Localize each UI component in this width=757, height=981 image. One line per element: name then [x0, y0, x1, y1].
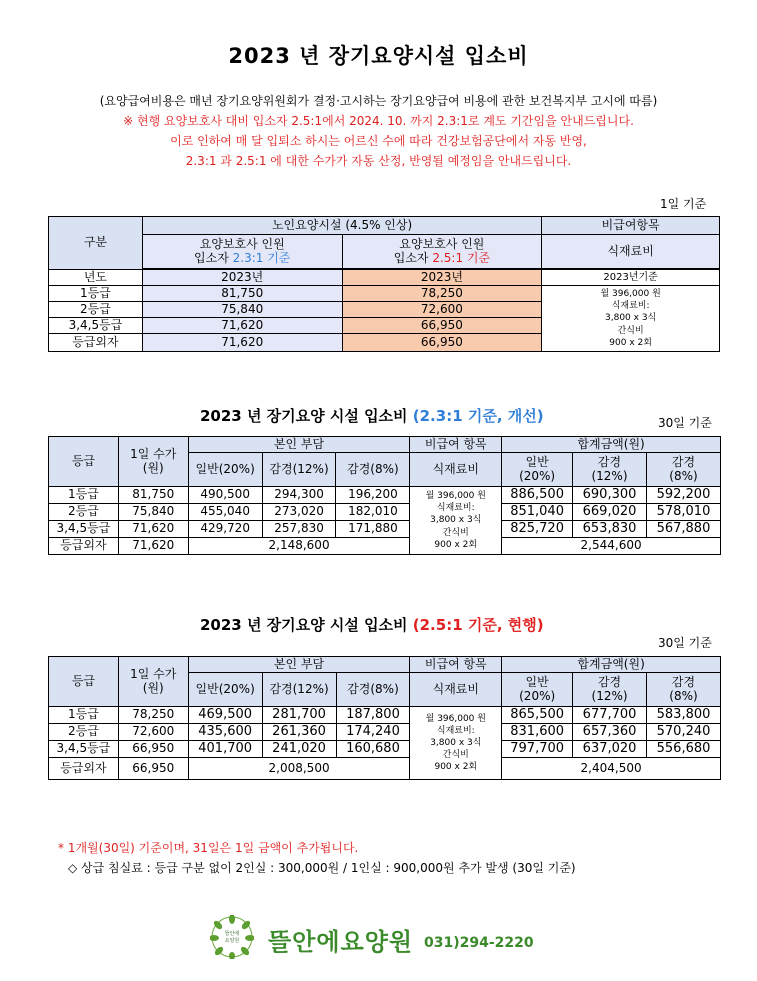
- daily-cell: 71,620: [118, 521, 188, 538]
- reduced-12-cell: 273,020: [262, 504, 336, 521]
- reduced-8-cell: 196,200: [336, 487, 410, 504]
- reduced-8-cell: 187,800: [336, 707, 410, 724]
- general-cell: 429,720: [188, 521, 262, 538]
- header-daily-label: 1일 수가: [130, 446, 177, 461]
- header-gubun: 구분: [49, 217, 143, 270]
- brand-name: 뜰안에요양원: [268, 927, 414, 956]
- total-reduced-12-cell: 669,020: [573, 504, 647, 521]
- total-general-cell: 825,720: [502, 521, 573, 538]
- header-daily-unit: (원): [142, 680, 164, 695]
- total-reduced-12-cell: 677,700: [573, 707, 647, 724]
- header-ratio-23: [142, 235, 342, 269]
- grade-cell: 3,4,5등급: [49, 521, 119, 538]
- food-meals: 3,800 x 3식: [430, 515, 482, 526]
- header-grade: 등급: [49, 437, 119, 487]
- table3-basis: 30일 기준: [658, 636, 712, 650]
- total-reduced-12-cell: 653,830: [573, 521, 647, 538]
- food-cost-cell: [410, 487, 502, 555]
- label: 감경: [597, 674, 622, 689]
- rate-25-cell: 66,950: [342, 318, 542, 334]
- general-cell: 455,040: [188, 504, 262, 521]
- label: 감경: [597, 454, 622, 469]
- header-daily: [118, 657, 188, 707]
- grade-cell: 등급외자: [49, 538, 119, 555]
- header-total: 합계금액(원): [502, 437, 721, 453]
- self-pay-merged-cell: 2,008,500: [188, 758, 410, 780]
- reduced-8-cell: 174,240: [336, 724, 410, 741]
- grade-cell: 2등급: [49, 504, 119, 521]
- header-daily-unit: (원): [142, 460, 164, 475]
- total-general-cell: 831,600: [502, 724, 573, 741]
- total-reduced-12-cell: 637,020: [573, 741, 647, 758]
- grade-cell: 1등급: [49, 707, 119, 724]
- header-nonpay: 비급여 항목: [410, 437, 502, 453]
- header-total-reduced-12: [573, 453, 647, 487]
- logo-text-bottom: 요양원: [224, 938, 240, 944]
- grade-cell: 1등급: [49, 286, 143, 302]
- header-reduced-8: 감경(8%): [336, 453, 410, 487]
- footer-note-room-fee: ◇ 상급 침실료 : 등급 구분 없이 2인실 : 300,000원 / 1인실 : 900,000원 추가 발생 (30일 기준): [68, 861, 576, 875]
- header-total-reduced-8: [646, 453, 720, 487]
- header-general: 일반(20%): [188, 673, 262, 707]
- header-total-reduced-12: [573, 673, 647, 707]
- daily-cell: 81,750: [118, 487, 188, 504]
- label: 일반: [525, 454, 549, 469]
- reduced-12-cell: 261,360: [262, 724, 336, 741]
- grade-cell: 2등급: [49, 302, 143, 318]
- wreath-logo-icon: [210, 915, 254, 959]
- table2-title-ratio: (2.3:1 기준, 개선): [412, 407, 544, 425]
- table-row: [49, 741, 721, 758]
- label-pct: (8%): [669, 688, 698, 703]
- total-reduced-8-cell: 570,240: [647, 724, 721, 741]
- total-general-cell: 865,500: [502, 707, 573, 724]
- grade-cell: 등급외자: [49, 334, 143, 352]
- general-cell: 401,700: [188, 741, 262, 758]
- table-row: [49, 504, 721, 521]
- grade-cell: 등급외자: [49, 758, 119, 780]
- grade-cell: 2등급: [49, 724, 119, 741]
- header-ratio-25: [342, 235, 542, 269]
- table3-title: [200, 614, 544, 635]
- table-row: [49, 724, 721, 741]
- general-cell: 435,600: [188, 724, 262, 741]
- label-pct: (12%): [591, 468, 628, 483]
- header-food: 식재료비: [542, 235, 720, 269]
- rate-23-cell: 71,620: [142, 334, 342, 352]
- header-grade: 등급: [49, 657, 119, 707]
- table-row: [49, 487, 721, 504]
- notice-line-3: 이로 인하여 매 달 입퇴소 하시는 어르신 수에 따라 건강보험공단에서 자동 반영,: [170, 134, 587, 148]
- general-cell: 490,500: [188, 487, 262, 504]
- monthly-25-table: [48, 656, 721, 780]
- header-reduced-12: 감경(12%): [262, 673, 336, 707]
- year-label: 년도: [49, 270, 143, 286]
- total-general-cell: 886,500: [502, 487, 573, 504]
- header-nonpay: 비급여항목: [542, 217, 720, 235]
- year-food: 2023년기준: [542, 270, 720, 286]
- food-monthly: 월 396,000 원: [600, 289, 661, 300]
- label: 감경: [671, 454, 696, 469]
- ratio-25-label: 2.5:1 기준: [432, 250, 491, 265]
- food-cost-cell: [410, 707, 502, 780]
- food-label: 식재료비:: [611, 301, 650, 312]
- reduced-12-cell: 241,020: [262, 741, 336, 758]
- header-self-pay: 본인 부담: [188, 657, 410, 673]
- table2-title: [200, 405, 544, 426]
- food-monthly: 월 396,000 원: [425, 491, 486, 502]
- grade-cell: 1등급: [49, 487, 119, 504]
- table2-title-main: 2023 년 장기요양 시설 입소비: [200, 407, 413, 425]
- total-reduced-8-cell: 578,010: [646, 504, 720, 521]
- total-reduced-8-cell: 592,200: [646, 487, 720, 504]
- header-ratio-23-line1: 요양보호사 인원: [199, 236, 285, 251]
- brand-phone: 031)294-2220: [424, 935, 534, 951]
- rate-25-cell: 78,250: [342, 286, 542, 302]
- snack-label: 간식비: [442, 527, 469, 538]
- table-row: [49, 521, 721, 538]
- header-ratio-25-line1: 요양보호사 인원: [399, 236, 485, 251]
- header-daily-label: 1일 수가: [130, 666, 177, 681]
- total-general-cell: 797,700: [502, 741, 573, 758]
- rate-23-cell: 81,750: [142, 286, 342, 302]
- total-merged-cell: 2,544,600: [502, 538, 721, 555]
- header-total-reduced-8: [647, 673, 721, 707]
- header-total: 합계금액(원): [502, 657, 721, 673]
- total-reduced-8-cell: 556,680: [647, 741, 721, 758]
- self-pay-merged-cell: 2,148,600: [188, 538, 410, 555]
- reduced-8-cell: 160,680: [336, 741, 410, 758]
- header-ratio-25-line2: [343, 252, 542, 266]
- label-pct: (20%): [519, 468, 556, 483]
- snack-count: 900 x 2회: [434, 539, 478, 550]
- notice-line-1: (요양급여비용은 매년 장기요양위원회가 결정·고시하는 장기요양급여 비용에 관한 보건복지부 고시에 따름): [99, 94, 658, 108]
- year-23: 2023년: [142, 270, 342, 286]
- snack-count: 900 x 2회: [609, 337, 652, 348]
- reduced-12-cell: 281,700: [262, 707, 336, 724]
- header-total-general: [502, 453, 573, 487]
- snack-count: 900 x 2회: [434, 762, 478, 773]
- food-cost-cell: [542, 286, 720, 352]
- brand-logo: [210, 915, 254, 959]
- reduced-12-cell: 294,300: [262, 487, 336, 504]
- food-label: 식재료비:: [436, 725, 475, 736]
- header-self-pay: 본인 부담: [188, 437, 410, 453]
- table2-basis: 30일 기준: [658, 416, 712, 430]
- table-row: [49, 707, 721, 724]
- label-residents: 입소자: [194, 250, 233, 265]
- monthly-23-table: [48, 436, 721, 555]
- header-food: 식재료비: [410, 673, 502, 707]
- total-reduced-12-cell: 657,360: [573, 724, 647, 741]
- reduced-12-cell: 257,830: [262, 521, 336, 538]
- food-meals: 3,800 x 3식: [430, 737, 482, 748]
- daily-cell: 78,250: [118, 707, 188, 724]
- label-pct: (8%): [669, 468, 698, 483]
- header-reduced-12: 감경(12%): [262, 453, 336, 487]
- daily-cell: 71,620: [118, 538, 188, 555]
- label: 일반: [525, 674, 549, 689]
- header-reduced-8: 감경(8%): [336, 673, 410, 707]
- header-daily: [118, 437, 188, 487]
- header-general: 일반(20%): [188, 453, 262, 487]
- total-reduced-8-cell: 583,800: [647, 707, 721, 724]
- header-nonpay: 비급여 항목: [410, 657, 502, 673]
- grade-cell: 3,4,5등급: [49, 318, 143, 334]
- notice-line-2: ※ 현행 요양보호사 대비 입소자 2.5:1에서 2024. 10. 까지 2.3:1로 계도 기간임을 안내드립니다.: [123, 114, 634, 128]
- page-title: 2023 년 장기요양시설 입소비: [228, 44, 529, 68]
- label-residents: 입소자: [393, 250, 433, 265]
- rate-25-cell: 72,600: [342, 302, 542, 318]
- total-reduced-8-cell: 567,880: [646, 521, 720, 538]
- daily-cell: 66,950: [118, 741, 188, 758]
- table1-basis: 1일 기준: [660, 197, 707, 211]
- logo-text-top: 뜰안에: [224, 931, 240, 937]
- table-row: [49, 758, 721, 780]
- ratio-23-label: 2.3:1 기준: [232, 250, 291, 265]
- header-food: 식재료비: [410, 453, 502, 487]
- general-cell: 469,500: [188, 707, 262, 724]
- snack-label: 간식비: [442, 750, 469, 761]
- footer-note-31day: * 1개월(30일) 기준이며, 31일은 1일 금액이 추가됩니다.: [58, 841, 359, 855]
- label-pct: (20%): [519, 688, 556, 703]
- label: 감경: [671, 674, 696, 689]
- food-label: 식재료비:: [436, 503, 475, 514]
- table3-title-ratio: (2.5:1 기준, 현행): [412, 616, 544, 634]
- total-merged-cell: 2,404,500: [502, 758, 721, 780]
- rate-25-cell: 66,950: [342, 334, 542, 352]
- grade-cell: 3,4,5등급: [49, 741, 119, 758]
- header-total-general: [502, 673, 573, 707]
- reduced-8-cell: 182,010: [336, 504, 410, 521]
- daily-cell: 75,840: [118, 504, 188, 521]
- table-row: [49, 538, 721, 555]
- table3-title-main: 2023 년 장기요양 시설 입소비: [200, 616, 413, 634]
- header-facility: 노인요양시설 (4.5% 인상): [142, 217, 541, 235]
- total-general-cell: 851,040: [502, 504, 573, 521]
- rate-23-cell: 71,620: [142, 318, 342, 334]
- food-monthly: 월 396,000 원: [425, 713, 486, 724]
- daily-cell: 72,600: [118, 724, 188, 741]
- food-meals: 3,800 x 3식: [605, 313, 657, 324]
- label-pct: (12%): [591, 688, 628, 703]
- daily-rate-table: [48, 216, 720, 352]
- snack-label: 간식비: [617, 325, 644, 336]
- rate-23-cell: 75,840: [142, 302, 342, 318]
- total-reduced-12-cell: 690,300: [573, 487, 647, 504]
- notice-line-4: 2.3:1 과 2.5:1 에 대한 수가가 자동 산정, 반영될 예정임을 안내드립니다.: [185, 154, 572, 168]
- reduced-8-cell: 171,880: [336, 521, 410, 538]
- header-ratio-23-line2: [143, 252, 342, 266]
- year-25: 2023년: [342, 270, 542, 286]
- daily-cell: 66,950: [118, 758, 188, 780]
